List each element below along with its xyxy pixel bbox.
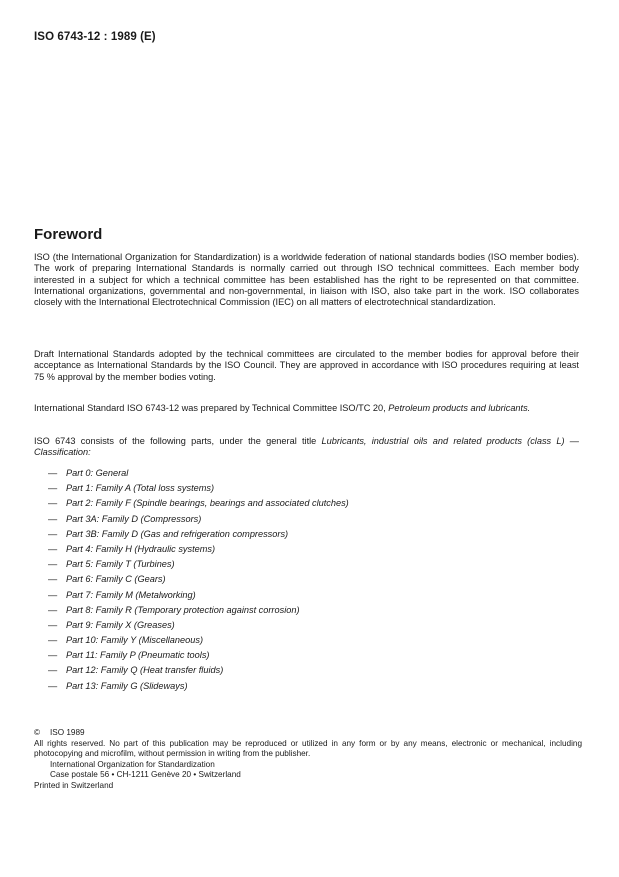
part-label: Part 3A: Family D (Compressors) [66, 513, 202, 524]
list-dash: — [48, 483, 58, 494]
part-label: Part 12: Family Q (Heat transfer fluids) [66, 665, 224, 676]
part-label: Part 3B: Family D (Gas and refrigeration compressors) [66, 528, 289, 539]
document-id-header: ISO 6743-12 : 1989 (E) [34, 31, 156, 43]
paragraph-4-text: ISO 6743 consists of the following parts, under the general title [34, 436, 317, 446]
part-label: Part 2: Family F (Spindle bearings, bearings and associated clutches) [66, 498, 349, 509]
publisher-address: Case postale 56 • CH-1211 Genève 20 • Switzerland [50, 770, 241, 780]
foreword-paragraph-3 [34, 403, 579, 414]
list-dash: — [48, 528, 58, 539]
list-item [34, 466, 349, 481]
list-dash: — [48, 604, 58, 615]
part-label: Part 4: Family H (Hydraulic systems) [66, 543, 216, 554]
parts-list [34, 466, 349, 694]
part-label: Part 11: Family P (Pneumatic tools) [66, 650, 210, 661]
list-dash: — [48, 589, 58, 600]
list-dash: — [48, 619, 58, 630]
copyright-block [34, 728, 582, 792]
part-label: Part 1: Family A (Total loss systems) [66, 483, 215, 494]
list-dash: — [48, 680, 58, 691]
list-item [34, 512, 349, 527]
list-item [34, 648, 349, 663]
copyright-line [34, 728, 582, 739]
list-item [34, 481, 349, 496]
part-label: Part 5: Family T (Turbines) [66, 559, 175, 570]
list-item [34, 588, 349, 603]
list-dash: — [48, 650, 58, 661]
list-dash: — [48, 498, 58, 509]
list-item [34, 679, 349, 694]
list-item [34, 557, 349, 572]
copyright-icon: © [34, 728, 41, 737]
list-dash: — [48, 559, 58, 570]
paragraph-3-text: International Standard ISO 6743-12 was prepared by Technical Committee ISO/TC 20, [34, 403, 386, 413]
committee-title: Petroleum products and lubricants. [388, 403, 531, 413]
foreword-paragraph-1: ISO (the International Organization for Standardization) is a worldwide federation of national standards bodies (ISO member bodies). The work of preparing International Standards is normally carried out through ISO technical committees. Each member body interested in a subject for which a technical committee has been established has the right to be represented on that committee. International organizations, governmental and non-governmental, in liaison with ISO, also take part in the work. ISO collaborates closely with the International Electrotechnical Commission (IEC) on all matters of electrotechnical standardization. [34, 252, 579, 308]
list-dash: — [48, 574, 58, 585]
list-item [34, 496, 349, 511]
list-item [34, 663, 349, 678]
list-dash: — [48, 543, 58, 554]
list-dash: — [48, 635, 58, 646]
part-label: Part 0: General [66, 468, 129, 478]
rights-statement: All rights reserved. No part of this publication may be reproduced or utilized in any form or by any means, electronic or mechanical, including photocopying and microfilm, without permission in writing from the publisher. [34, 738, 582, 759]
part-label: Part 7: Family M (Metalworking) [66, 589, 196, 600]
list-dash: — [48, 513, 58, 524]
list-item [34, 603, 349, 618]
list-item [34, 618, 349, 633]
list-item [34, 542, 349, 557]
foreword-paragraph-4 [34, 436, 579, 459]
general-title: Lubricants, industrial oils and related products (class L) — Classification: [34, 436, 579, 458]
list-item [34, 527, 349, 542]
publisher-name: International Organization for Standardization [50, 759, 215, 769]
list-dash: — [48, 468, 58, 478]
list-item [34, 633, 349, 648]
part-label: Part 8: Family R (Temporary protection against corrosion) [66, 604, 300, 615]
list-item [34, 572, 349, 587]
foreword-heading: Foreword [34, 226, 103, 243]
foreword-paragraph-2: Draft International Standards adopted by the technical committees are circulated to the member bodies for approval before their acceptance as International Standards by the ISO Council. They are approved in accordance with ISO procedures requiring at least 75 % approval by the member bodies voting. [34, 349, 579, 382]
part-label: Part 9: Family X (Greases) [66, 619, 175, 630]
part-label: Part 13: Family G (Slideways) [66, 680, 188, 691]
part-label: Part 10: Family Y (Miscellaneous) [66, 635, 204, 646]
printed-in: Printed in Switzerland [34, 780, 114, 790]
copyright-year: ISO 1989 [50, 728, 85, 737]
list-dash: — [48, 665, 58, 676]
part-label: Part 6: Family C (Gears) [66, 574, 166, 585]
